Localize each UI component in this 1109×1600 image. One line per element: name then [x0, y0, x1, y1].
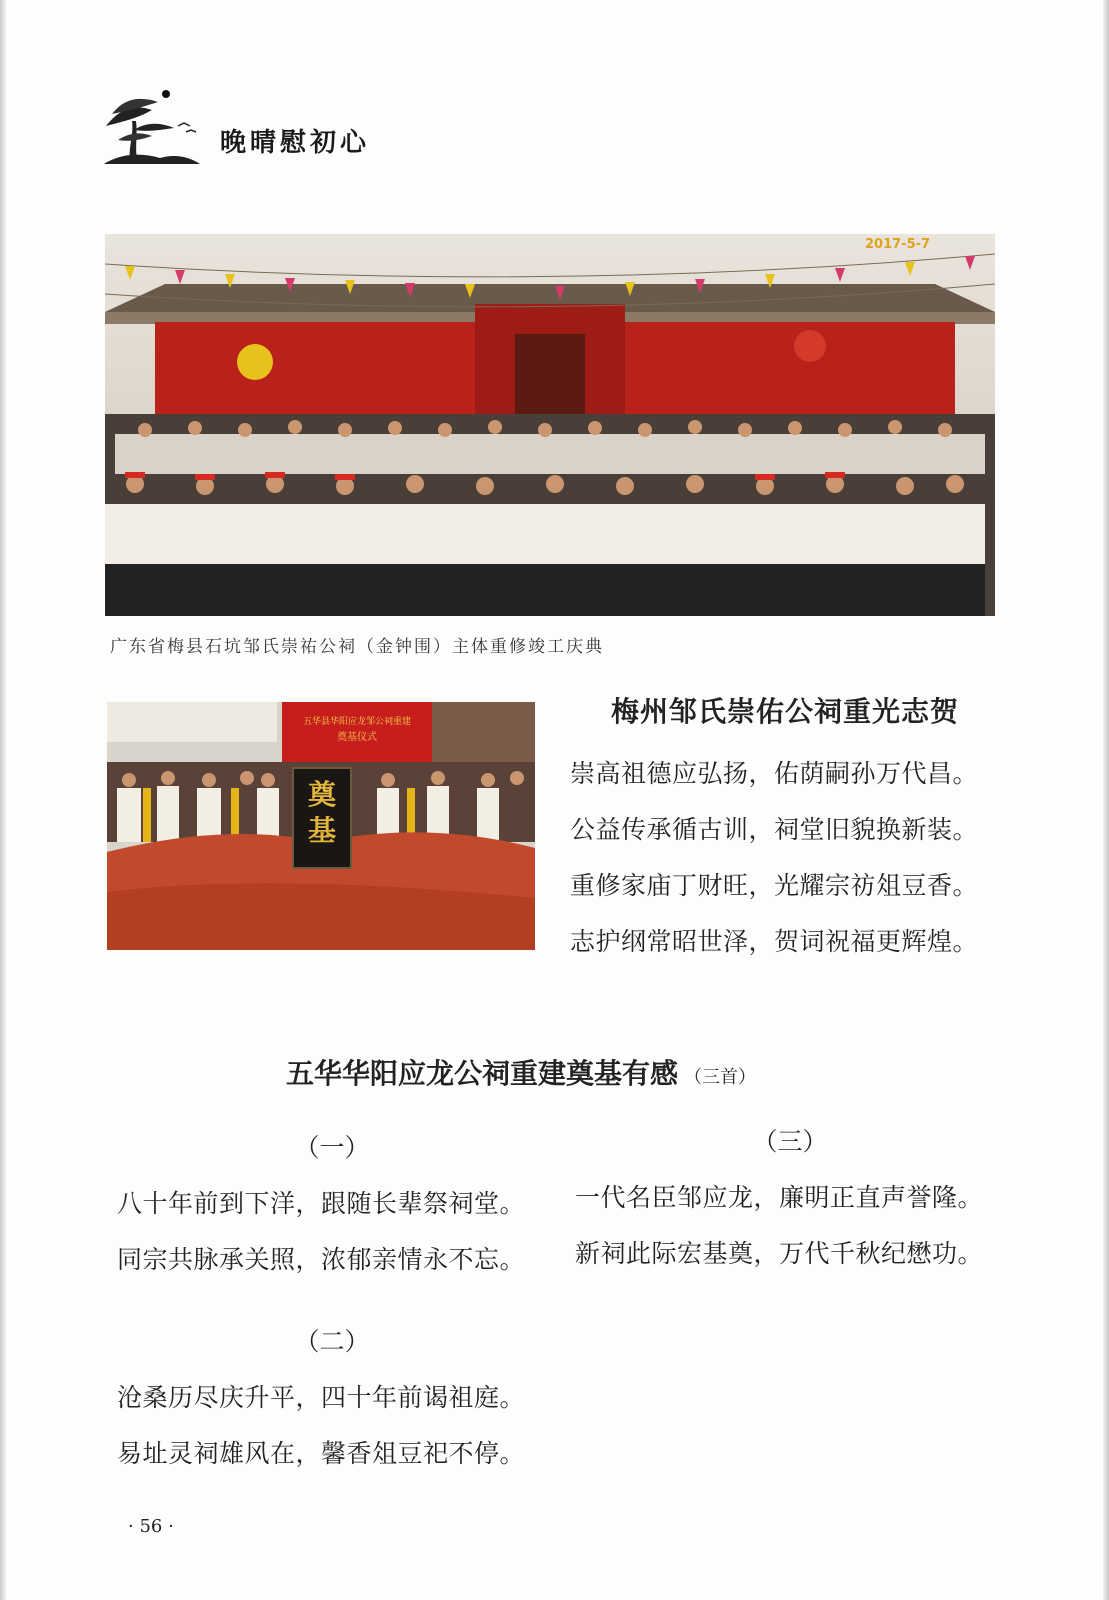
poem1-title: 梅州邹氏崇佑公祠重光志贺 — [610, 695, 959, 728]
poem2-section-2 — [117, 1322, 547, 1482]
section-number: （一） — [294, 1133, 370, 1162]
section-number: （二） — [294, 1327, 370, 1356]
poem1-line: 公益传承循古训，祠堂旧貌换新装。 — [570, 815, 979, 844]
header-title: 晚晴慰初心 — [220, 128, 371, 158]
poem1-line: 崇高祖德应弘扬，佑荫嗣孙万代昌。 — [570, 759, 979, 788]
poem2-subtitle: （三首） — [684, 1067, 757, 1088]
groundbreaking-ceremony-photo — [107, 702, 535, 950]
banner-line-1: 五华县华阳应龙邹公祠重建 — [302, 717, 412, 727]
page-edge-right — [1103, 0, 1109, 1600]
foundation-stone-char-1: 奠 — [307, 778, 337, 811]
poem2-title — [286, 1052, 756, 1092]
poem2-line: 八十年前到下洋，跟随长辈祭祠堂。 — [117, 1189, 526, 1218]
poem2-section-1 — [117, 1128, 547, 1288]
group-photo-illustration — [105, 234, 995, 616]
poem1-line: 志护纲常昭世泽，贺词祝福更辉煌。 — [570, 927, 979, 956]
groundbreaking-photo-illustration — [107, 702, 535, 950]
poem-meizhou-congratulation — [570, 690, 990, 970]
page-header — [100, 86, 420, 166]
poem2-line: 一代名臣邹应龙，廉明正直声誉隆。 — [575, 1183, 984, 1212]
pine-tree-icon — [100, 86, 210, 166]
group-photo-ancestral-hall — [105, 234, 995, 616]
poem2-section-3 — [575, 1122, 1005, 1282]
photo-date-stamp: 2017-5-7 — [865, 237, 931, 252]
poem2-line: 同宗共脉承关照，浓郁亲情永不忘。 — [117, 1245, 526, 1274]
section-number: （三） — [752, 1127, 828, 1156]
poem2-line: 新祠此际宏基奠，万代千秋纪懋功。 — [575, 1239, 984, 1268]
poem2-title-text: 五华华阳应龙公祠重建奠基有感 — [286, 1057, 679, 1090]
foundation-stone-char-2: 基 — [307, 814, 337, 847]
photo1-caption: 广东省梅县石坑邹氏崇祐公祠（金钟围）主体重修竣工庆典 — [110, 637, 604, 657]
poem2-line: 沧桑历尽庆升平，四十年前谒祖庭。 — [117, 1383, 526, 1412]
poem1-line: 重修家庙丁财旺，光耀宗祊俎豆香。 — [570, 871, 979, 900]
poem2-line: 易址灵祠雄风在，馨香俎豆祀不停。 — [117, 1439, 526, 1468]
page-edge-left — [0, 0, 6, 1600]
banner-line-2: 奠基仪式 — [337, 732, 377, 743]
page-number: · 56 · — [128, 1516, 174, 1537]
